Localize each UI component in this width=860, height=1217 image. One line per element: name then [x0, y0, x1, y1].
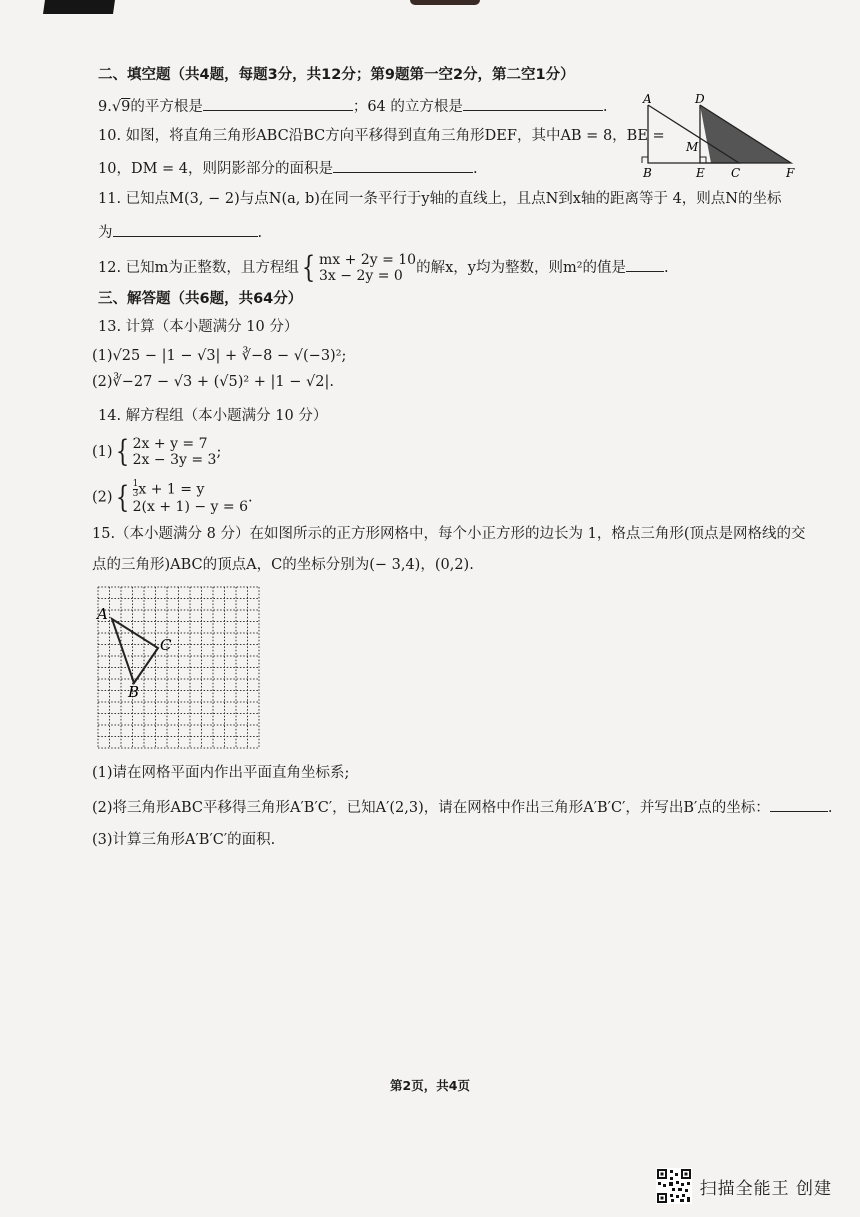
- question-text: .: [473, 161, 478, 177]
- scanner-watermark: [656, 1168, 832, 1204]
- equation-system: [133, 480, 248, 515]
- question-15-line1: 15.（本小题满分 8 分）在如图所示的正方形网格中，每个小正方形的边长为 1，格点三角形(顶点是网格线的交: [92, 526, 806, 542]
- question-14-part1: [92, 436, 221, 468]
- sqrt-symbol: √: [111, 99, 122, 115]
- label-a: A: [97, 605, 108, 623]
- section-heading: 三、解答题（共6题，共64分）: [98, 291, 303, 307]
- question-9: [98, 96, 608, 116]
- brace: {: [115, 434, 129, 469]
- equation: mx + 2y = 10: [319, 252, 417, 268]
- question-10-line1: 10. 如图，将直角三角形ABC沿BC方向平移得到直角三角形DEF，其中AB = 8，BE =: [98, 128, 665, 144]
- label-e: E: [696, 166, 705, 180]
- translation-figure: [636, 90, 802, 182]
- question-13-part2: (2)∛−27 − √3 + (√5)² + |1 − √2|.: [92, 374, 334, 390]
- answer-blank[interactable]: [626, 257, 664, 272]
- answer-blank[interactable]: [770, 797, 828, 812]
- label-a: A: [643, 92, 652, 106]
- question-13-title: 13. 计算（本小题满分 10 分）: [98, 319, 299, 335]
- question-12: [98, 252, 669, 284]
- part-label: (2): [92, 489, 113, 506]
- question-10-line2: [98, 158, 478, 178]
- label-m: M: [686, 140, 699, 154]
- grid-figure: [94, 584, 266, 754]
- question-14-part2: [92, 480, 253, 515]
- label-c: C: [160, 636, 172, 654]
- question-text: (2)将三角形ABC平移得三角形A′B′C′，已知A′(2,3)，请在网格中作出三角形A′B′C′，并写出B′点的坐标：: [92, 800, 770, 816]
- equation: x + 1 = y: [138, 481, 205, 498]
- equation: 2x − 3y = 3: [132, 452, 217, 468]
- question-text: 为: [98, 225, 113, 241]
- answer-blank[interactable]: [113, 222, 258, 237]
- answer-blank[interactable]: [333, 158, 473, 173]
- question-text: 10，DM = 4，则阴影部分的面积是: [98, 161, 334, 177]
- question-text: .: [257, 225, 263, 241]
- page-number: 第2页，共4页: [390, 1078, 470, 1093]
- right-angle-mark: [642, 157, 648, 163]
- question-15-line2: 点的三角形)ABC的顶点A，C的坐标分别为(− 3,4)，(0,2).: [92, 557, 474, 573]
- question-15-sub1: (1)请在网格平面内作出平面直角坐标系;: [92, 765, 350, 781]
- fraction-numerator: 1: [132, 479, 139, 489]
- question-15-sub2: [92, 797, 832, 817]
- question-text: ；64 的立方根是: [352, 99, 463, 115]
- equation: 2(x + 1) − y = 6: [132, 499, 248, 515]
- label-c: C: [731, 166, 741, 180]
- question-11-line2: [98, 222, 262, 242]
- brace: {: [301, 250, 316, 285]
- punctuation: .: [247, 489, 253, 506]
- question-text: 12. 已知m为正整数，且方程组: [98, 260, 299, 276]
- qr-code-icon: [656, 1168, 692, 1204]
- brace: {: [115, 479, 129, 515]
- question-number: 9.: [98, 99, 112, 115]
- answer-blank[interactable]: [203, 96, 353, 111]
- scan-shadow: [410, 0, 480, 5]
- question-text: .: [664, 260, 669, 276]
- punctuation: ;: [216, 444, 222, 460]
- equation: 2x + y = 7: [132, 436, 208, 452]
- grid-lines: [98, 587, 259, 748]
- question-14-title: 14. 解方程组（本小题满分 10 分）: [98, 408, 328, 424]
- watermark-text: 扫描全能王 创建: [699, 1178, 832, 1199]
- question-11-line1: 11. 已知点M(3, − 2)与点N(a, b)在同一条平行于y轴的直线上，且点N到x轴的距离等于 4，则点N的坐标: [98, 191, 782, 207]
- label-f: F: [786, 166, 795, 180]
- triangle-abc: [112, 619, 158, 683]
- equation-system: [319, 252, 416, 284]
- label-b: B: [643, 166, 652, 180]
- question-text: 的平方根是: [130, 99, 203, 115]
- section-heading: 二、填空题（共4题，每题3分，共12分；第9题第一空2分，第二空1分）: [98, 67, 575, 83]
- equation-system: [133, 436, 217, 468]
- radicand: 9: [121, 99, 131, 115]
- question-15-sub3: (3)计算三角形A′B′C′的面积.: [92, 832, 276, 848]
- question-text: 的解x，y均为整数，则m²的值是: [416, 260, 627, 276]
- scan-shadow: [43, 0, 115, 14]
- question-text: .: [827, 800, 833, 816]
- question-text: .: [602, 99, 608, 115]
- equation: 3x − 2y = 0: [319, 268, 403, 284]
- answer-blank[interactable]: [463, 96, 603, 111]
- label-b: B: [128, 683, 140, 701]
- question-13-part1: (1)√25 − |1 − √3| + ∛−8 − √(−3)²;: [92, 348, 347, 364]
- right-angle-mark: [700, 157, 706, 163]
- fraction-denominator: 3: [132, 489, 139, 499]
- label-d: D: [695, 92, 705, 106]
- part-label: (1): [92, 444, 113, 460]
